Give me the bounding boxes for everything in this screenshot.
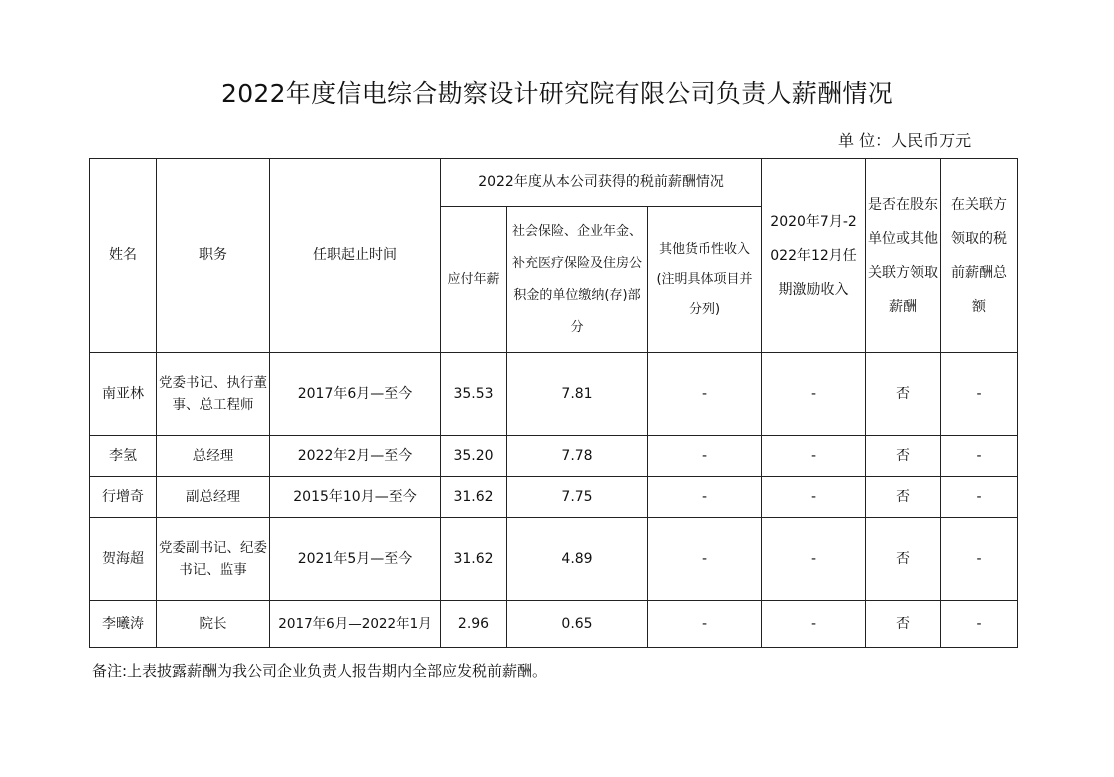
cell-other: - xyxy=(648,601,762,648)
cell-position: 党委副书记、纪委书记、监事 xyxy=(157,518,270,601)
header-other-income: 其他货币性收入(注明具体项目并分列) xyxy=(648,207,762,353)
cell-other: - xyxy=(648,353,762,436)
cell-shareholder: 否 xyxy=(866,353,941,436)
header-name: 姓名 xyxy=(90,159,157,353)
cell-position: 总经理 xyxy=(157,436,270,477)
cell-tenure: 2021年5月—至今 xyxy=(270,518,441,601)
cell-tenure: 2015年10月—至今 xyxy=(270,477,441,518)
cell-insurance: 7.75 xyxy=(507,477,648,518)
cell-insurance: 4.89 xyxy=(507,518,648,601)
cell-other: - xyxy=(648,477,762,518)
cell-incentive: - xyxy=(762,353,866,436)
header-related-pay: 在关联方领取的税前薪酬总额 xyxy=(941,159,1018,353)
header-tenure: 任职起止时间 xyxy=(270,159,441,353)
header-shareholder-pay: 是否在股东单位或其他关联方领取薪酬 xyxy=(866,159,941,353)
header-row-1 xyxy=(90,159,1018,207)
table-row xyxy=(90,477,1018,518)
cell-tenure: 2022年2月—至今 xyxy=(270,436,441,477)
header-annual-salary: 应付年薪 xyxy=(441,207,507,353)
cell-salary: 31.62 xyxy=(441,518,507,601)
cell-salary: 31.62 xyxy=(441,477,507,518)
cell-incentive: - xyxy=(762,601,866,648)
cell-related: - xyxy=(941,477,1018,518)
cell-insurance: 7.81 xyxy=(507,353,648,436)
cell-name: 行增奇 xyxy=(90,477,157,518)
cell-position: 党委书记、执行董事、总工程师 xyxy=(157,353,270,436)
cell-incentive: - xyxy=(762,518,866,601)
cell-related: - xyxy=(941,601,1018,648)
cell-position: 院长 xyxy=(157,601,270,648)
cell-name: 李氢 xyxy=(90,436,157,477)
cell-insurance: 7.78 xyxy=(507,436,648,477)
cell-incentive: - xyxy=(762,477,866,518)
cell-incentive: - xyxy=(762,436,866,477)
cell-related: - xyxy=(941,436,1018,477)
cell-salary: 35.20 xyxy=(441,436,507,477)
cell-shareholder: 否 xyxy=(866,436,941,477)
salary-table xyxy=(89,158,1018,648)
cell-insurance: 0.65 xyxy=(507,601,648,648)
page-title: 2022年度信电综合勘察设计研究院有限公司负责人薪酬情况 xyxy=(220,79,894,108)
cell-tenure: 2017年6月—2022年1月 xyxy=(270,601,441,648)
cell-other: - xyxy=(648,518,762,601)
cell-salary: 2.96 xyxy=(441,601,507,648)
cell-name: 贺海超 xyxy=(90,518,157,601)
cell-shareholder: 否 xyxy=(866,601,941,648)
footnote: 备注:上表披露薪酬为我公司企业负责人报告期内全部应发税前薪酬。 xyxy=(92,662,548,680)
cell-tenure: 2017年6月—至今 xyxy=(270,353,441,436)
cell-name: 李曦涛 xyxy=(90,601,157,648)
table-row xyxy=(90,601,1018,648)
cell-shareholder: 否 xyxy=(866,477,941,518)
cell-related: - xyxy=(941,518,1018,601)
table-row xyxy=(90,518,1018,601)
cell-name: 南亚林 xyxy=(90,353,157,436)
header-group: 2022年度从本公司获得的税前薪酬情况 xyxy=(441,159,762,207)
cell-position: 副总经理 xyxy=(157,477,270,518)
header-incentive: 2020年7月-2022年12月任期激励收入 xyxy=(762,159,866,353)
cell-related: - xyxy=(941,353,1018,436)
cell-shareholder: 否 xyxy=(866,518,941,601)
table-row xyxy=(90,436,1018,477)
table-row xyxy=(90,353,1018,436)
unit-label: 单 位：人民币万元 xyxy=(838,131,972,150)
cell-other: - xyxy=(648,436,762,477)
header-social-insurance: 社会保险、企业年金、补充医疗保险及住房公积金的单位缴纳(存)部分 xyxy=(507,207,648,353)
cell-salary: 35.53 xyxy=(441,353,507,436)
header-position: 职务 xyxy=(157,159,270,353)
